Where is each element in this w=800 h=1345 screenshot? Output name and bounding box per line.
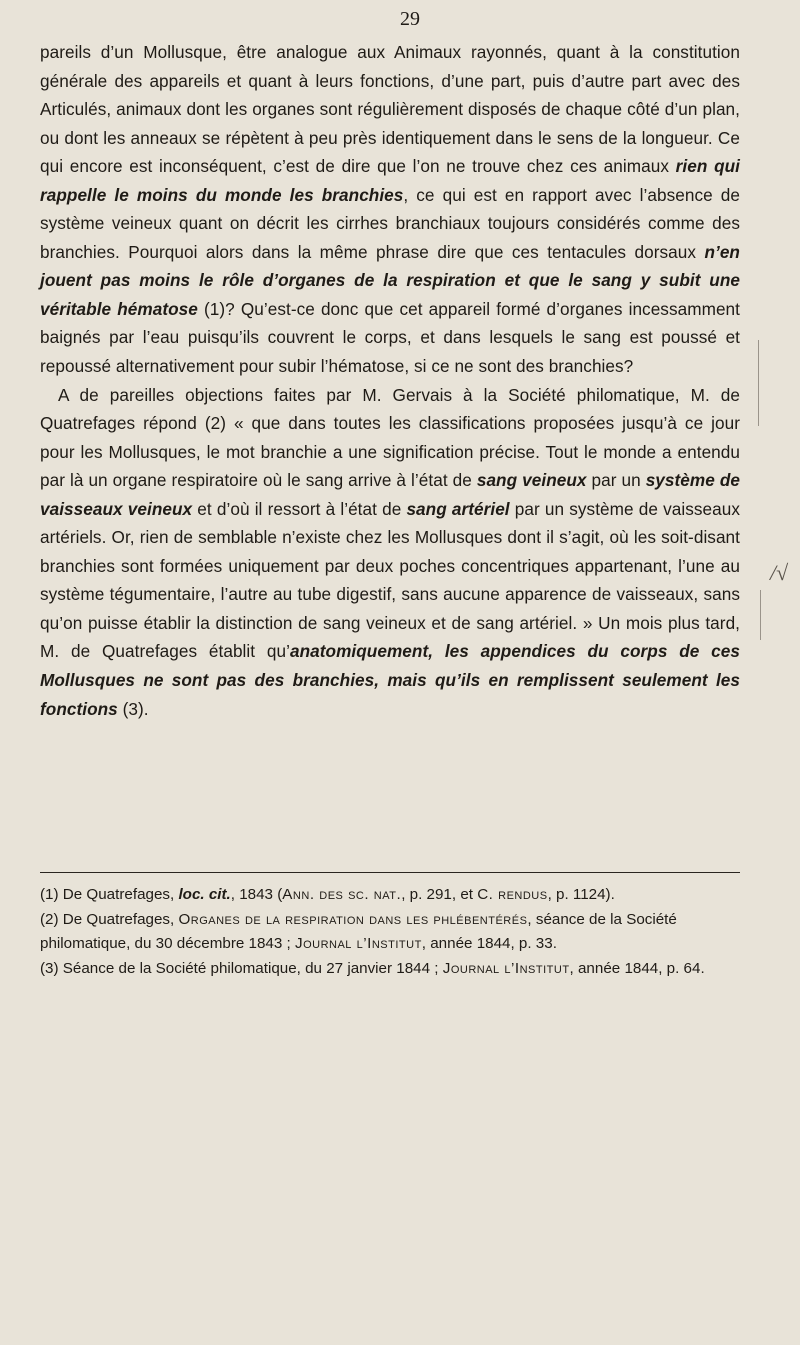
fn2-d: Journal l’Institut: [294, 935, 422, 953]
fn2-a: (2) De Quatrefages,: [40, 910, 179, 928]
p2-text-4: par un système de vaisseaux artériels. Or, rien de semblable n’existe chez les Mollusques dont il s’agit, où les soit-disant branchies sont formées uniquement par deux poches concentriques appartenant, l’une au système tégumentaire, l’autre au tube digestif, sans aucune apparence de vaisseaux, sans qu’on puisse établir la distinction de sang veineux et de sang artériel. » Un mois plus tard, M. de Quatrefages établit qu’: [40, 498, 740, 662]
fn3-c: , année 1844, p. 64.: [569, 959, 705, 977]
p2-emphasis-4: anatomiquement, les appendices du corps de ces Mollusques ne sont pas des branchies, mais qu’ils en remplissent seulement les fonctions: [40, 641, 740, 719]
p2-text-1: A de pareilles objections faites par M. Gervais à la Société philomatique, M. de Quatrefages répond (2) « que dans toutes les classifications proposées jusqu’à ce jour pour les Mollusques, le mot branchie a une signification précise. Tout le monde a entendu par là un organe respiratoire où le sang arrive à l’état de: [40, 384, 740, 491]
margin-pencil-line: [758, 340, 759, 426]
fn3-b: Journal l’Institut: [442, 959, 570, 977]
fn1-d: Ann. des sc. nat.: [282, 886, 402, 903]
p2-emphasis-2: système de vaisseaux veineux: [40, 470, 741, 519]
p2-emphasis-3: sang artériel: [406, 498, 510, 519]
page-number: 29: [400, 8, 420, 30]
fn2-b: Organes de la respiration dans les phlébentérés: [178, 910, 528, 928]
p1-text-3: (1)? Qu’est-ce donc que cet appareil formé d’organes incessamment baignés par l’eau puisqu’ils couvrent le corps, et dans lesquels le sang est poussé et repoussé alternativement pour subir l’hématose, si ce ne sont des branchies?: [40, 298, 740, 377]
fn1-f: C. rendus: [477, 886, 548, 903]
paragraph-2: [40, 381, 740, 724]
fn3-a: (3) Séance de la Société philomatique, du 27 janvier 1844 ;: [40, 959, 443, 977]
margin-pencil-line: [760, 590, 761, 640]
fn1-b: loc. cit.: [178, 886, 231, 903]
fn1-e: , p. 291, et: [401, 886, 478, 903]
p1-text-2: , ce qui est en rapport avec l’absence de système veineux quant on décrit les cirrhes branchiaux toujours considérés comme des branchies. Pourquoi alors dans la même phrase dire que ces tentacules dorsaux: [40, 184, 740, 262]
footnote-1: [40, 883, 740, 908]
footnote-2: [40, 908, 740, 957]
fn1-c: , 1843 (: [230, 886, 283, 903]
p1-emphasis-1: rien qui rappelle le moins du monde les branchies: [40, 156, 740, 205]
fn2-c: , séance de la Société philomatique, du 30 décembre 1843 ;: [40, 910, 677, 953]
margin-annotation: /√: [770, 560, 789, 585]
p1-emphasis-2: n’en jouent pas moins le rôle d’organes de la respiration et que le sang y subit une véritable hématose: [40, 241, 740, 319]
footnote-separator: [40, 872, 740, 873]
fn1-g: , p. 1124).: [547, 886, 615, 903]
footnotes: [40, 883, 740, 981]
fn1-a: (1) De Quatrefages,: [40, 886, 179, 903]
body-text: [40, 38, 740, 723]
paragraph-1: [40, 38, 740, 381]
footnote-3: [40, 957, 740, 982]
p2-emphasis-1: sang veineux: [476, 470, 587, 491]
p2-text-3: et d’où il ressort à l’état de: [192, 498, 407, 519]
p2-text-5: (3).: [117, 698, 149, 719]
p2-text-2: par un: [586, 470, 646, 491]
p1-text-1: pareils d’un Mollusque, être analogue aux Animaux rayonnés, quant à la constitution générale des appareils et quant à leurs fonctions, d’une part, puis d’autre part avec des Articulés, animaux dont les organes sont régulièrement disposés de chaque côté d’un plan, ou dont les anneaux se répètent à peu près identiquement dans le sens de la longueur. Ce qui encore est inconséquent, c’est de dire que l’on ne trouve chez ces animaux: [40, 42, 740, 177]
fn2-e: , année 1844, p. 33.: [421, 935, 557, 953]
